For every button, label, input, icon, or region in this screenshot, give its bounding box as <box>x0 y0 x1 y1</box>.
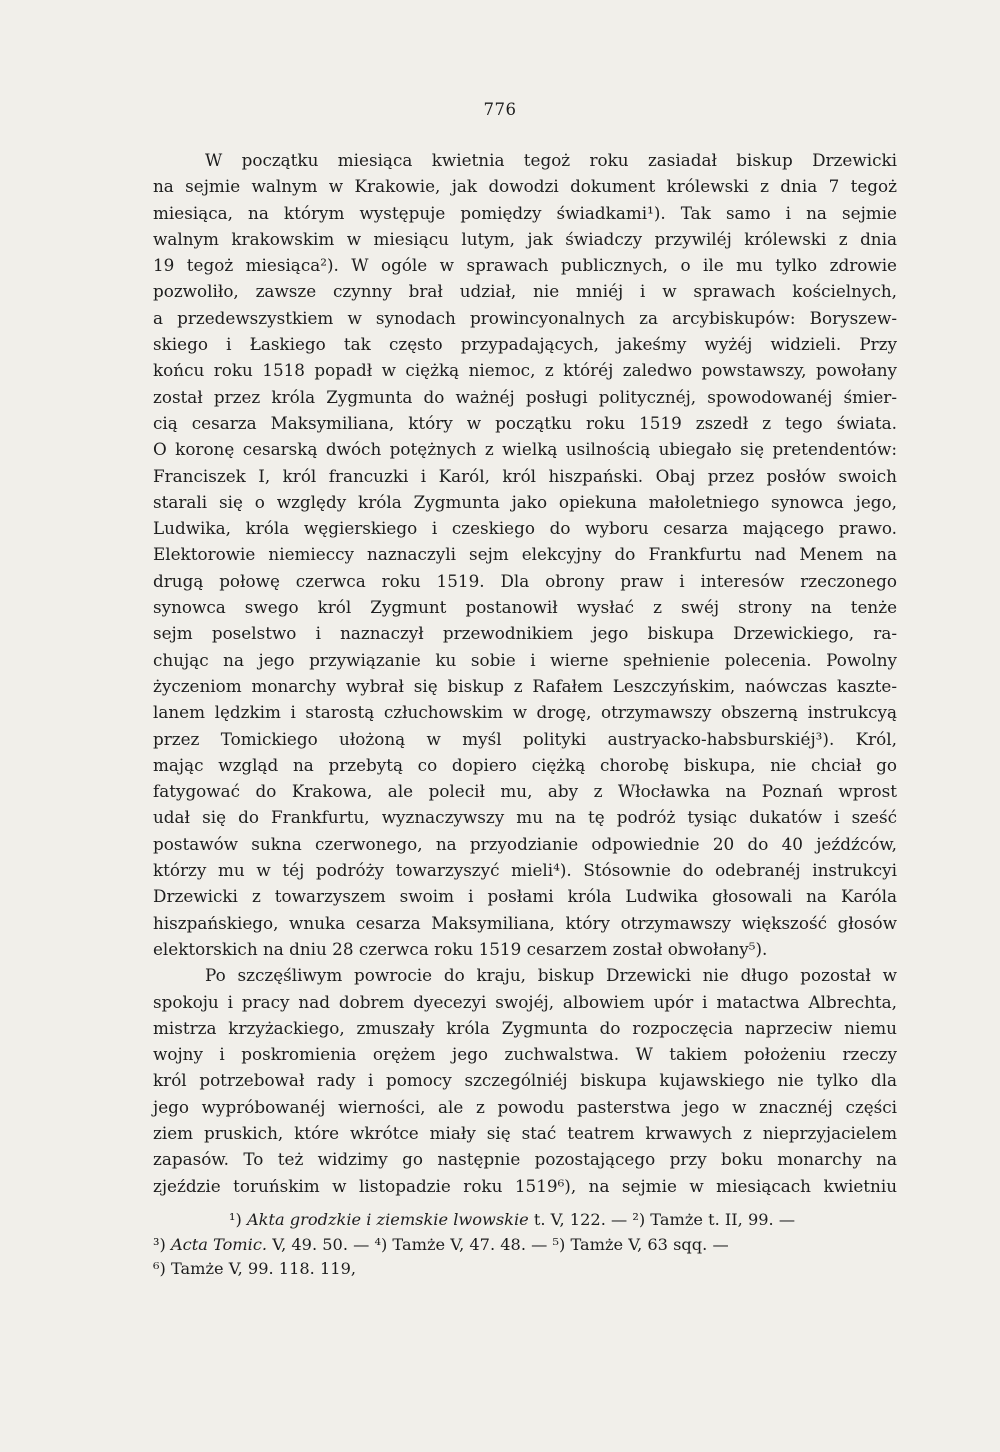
text-line: lanem lędzkim i starostą człuchowskim w drogę, otrzymawszy obszerną instrukcyą <box>153 702 897 723</box>
text-line: synowca swego król Zygmunt postanowił wysłać z swéj strony na tenże <box>153 597 897 618</box>
footnote-marker: ³) <box>153 1234 166 1254</box>
footnote-text: Tamże t. II, 99. — <box>645 1210 796 1229</box>
page-number: 776 <box>483 100 517 119</box>
text-line: został przez króla Zygmunta do ważnéj posługi politycznéj, spowodowanéj śmier- <box>153 386 897 407</box>
text-line: końcu roku 1518 popadł w ciężką niemoc, z któréj zaledwo powstawszy, powołany <box>153 360 897 381</box>
text-line: którzy mu w téj podróży towarzyszyć mieli⁴). Stósownie do odebranéj instrukcyi <box>153 860 897 881</box>
text-line: miesiąca, na którym występuje pomiędzy świadkami¹). Tak samo i na sejmie <box>153 202 897 223</box>
text-line: przez Tomickiego ułożoną w myśl polityki austryacko-habsburskiéj³). Król, <box>153 728 897 749</box>
footnote-marker: ²) <box>632 1210 646 1229</box>
text-line: mając wzgląd na przebytą co dopiero ciężką chorobę biskupa, nie chciał go <box>153 754 897 775</box>
main-text <box>153 147 897 1199</box>
text-line: udał się do Frankfurtu, wyznaczywszy mu na tę podróż tysiąc dukatów i sześć <box>153 807 897 828</box>
text-line: cią cesarza Maksymiliana, który w początku roku 1519 zszedł z tego świata. <box>153 412 897 433</box>
text-line: sejm poselstwo i naznaczył przewodnikiem jego biskupa Drzewickiego, ra- <box>153 623 897 644</box>
text-line: król potrzebował rady i pomocy szczególniéj biskupa kujawskiego nie tylko dla <box>153 1070 897 1091</box>
text-line: ziem pruskich, które wkrótce miały się stać teatrem krwawych z nieprzyjacielem <box>153 1122 897 1143</box>
text-line: na sejmie walnym w Krakowie, jak dowodzi dokument królewski z dnia 7 tegoż <box>153 176 897 197</box>
text-line: Ludwika, króla węgierskiego i czeskiego do wyboru cesarza mającego prawo. <box>153 518 897 539</box>
text-line: elektorskich na dniu 28 czerwca roku 1519 cesarzem został obwołany⁵). <box>153 938 768 959</box>
text-line: chując na jego przywiązanie ku sobie i wierne spełnienie polecenia. Powolny <box>153 649 897 670</box>
text-line: starali się o względy króla Zygmunta jako opiekuna małoletniego synowca jego, <box>153 491 897 512</box>
text-line: życzeniom monarchy wybrał się biskup z Rafałem Leszczyńskim, naówczas kaszte- <box>153 675 897 696</box>
footnote-text: Tamże V, 99. 118. 119, <box>165 1259 357 1278</box>
footnote-line <box>153 1233 897 1258</box>
footnote-marker: ⁴) <box>374 1234 388 1254</box>
text-line: Po szczęśliwym powrocie do kraju, biskup Drzewicki nie długo pozostał w <box>205 965 897 986</box>
footnote-marker: ¹) <box>229 1210 242 1229</box>
text-line: jego wypróbowanéj wierności, ale z powodu pasterstwa jego w znacznéj części <box>153 1096 897 1117</box>
text-line: zapasów. To też widzimy go następnie pozostającego przy boku monarchy na <box>153 1149 897 1170</box>
text-line: drugą połowę czerwca roku 1519. Dla obrony praw i interesów rzeczonego <box>153 570 897 591</box>
footnote-line <box>153 1257 897 1282</box>
text-line: mistrza krzyżackiego, zmuszały króla Zygmunta do rozpoczęcia naprzeciw niemu <box>153 1017 897 1038</box>
text-line: 19 tegoż miesiąca²). W ogóle w sprawach publicznych, o ile mu tylko zdrowie <box>153 255 897 276</box>
text-line: walnym krakowskim w miesiącu lutym, jak świadczy przywiléj królewski z dnia <box>153 228 897 249</box>
text-line: Drzewicki z towarzyszem swoim i posłami króla Ludwika głosowali na Karóla <box>153 886 897 907</box>
footnote-text: Tamże V, 47. 48. — <box>387 1234 553 1254</box>
footnote-source-title: Acta Tomic. <box>170 1234 268 1254</box>
text-line: skiego i Łaskiego tak często przypadających, jakeśmy wyżéj widzieli. Przy <box>153 334 897 355</box>
text-line: spokoju i pracy nad dobrem dyecezyi swojéj, albowiem upór i matactwa Albrechta, <box>153 991 897 1012</box>
text-line: wojny i poskromienia orężem jego zuchwalstwa. W takiem położeniu rzeczy <box>153 1044 897 1065</box>
footnote-marker: ⁵) <box>552 1234 566 1254</box>
footnote-marker: ⁶) <box>153 1259 166 1278</box>
text-line: zjeździe toruńskim w listopadzie roku 1519⁶), na sejmie w miesiącach kwietniu <box>153 1175 897 1196</box>
text-line: O koronę cesarską dwóch potężnych z wielką usilnością ubiegało się pretendentów: <box>153 439 897 460</box>
text-line: Elektorowie niemieccy naznaczyli sejm elekcyjny do Frankfurtu nad Menem na <box>153 544 897 565</box>
footnote-text: V, 49. 50. — <box>267 1234 375 1254</box>
text-line: postawów sukna czerwonego, na przyodzianie odpowiednie 20 do 40 jeźdźców, <box>153 833 897 854</box>
text-line: a przedewszystkiem w synodach prowincyonalnych za arcybiskupów: Boryszew- <box>153 307 897 328</box>
footnotes <box>153 1208 897 1282</box>
text-line: W początku miesiąca kwietnia tegoż roku zasiadał biskup Drzewicki <box>205 150 897 170</box>
text-line: pozwoliło, zawsze czynny brał udział, nie mniéj i w sprawach kościelnych, <box>153 281 897 302</box>
footnote-text: Tamże V, 63 sqq. — <box>565 1234 729 1254</box>
text-line: hiszpańskiego, wnuka cesarza Maksymiliana, który otrzymawszy większość głosów <box>153 912 897 933</box>
footnote-source-title: Akta grodzkie i ziemskie lwowskie <box>246 1210 529 1229</box>
text-line: Franciszek I, król francuzki i Karól, król hiszpański. Obaj przez posłów swoich <box>153 465 897 486</box>
text-line: fatygować do Krakowa, ale polecił mu, aby z Włocławka na Poznań wprost <box>153 781 897 802</box>
footnote-text: t. V, 122. — <box>528 1210 633 1229</box>
footnote-line <box>153 1208 897 1233</box>
